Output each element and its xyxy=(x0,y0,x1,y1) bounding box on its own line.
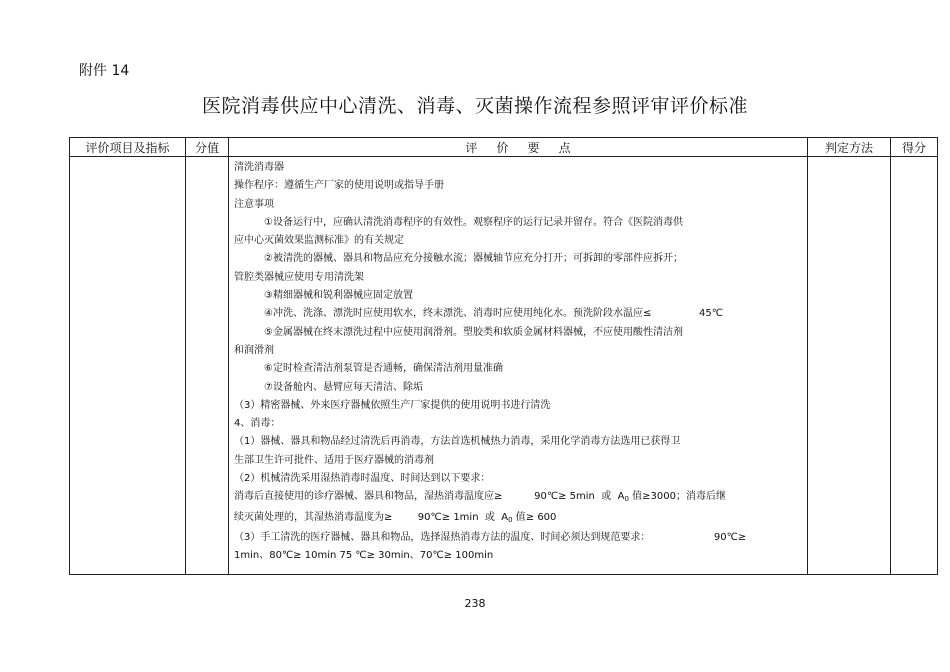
content-line xyxy=(234,470,803,488)
content-line-text: 续灭菌处理的，其湿热消毒温度为≥ 90℃≥ 1min 或 A xyxy=(234,511,509,523)
header-item: 评价项目及指标 xyxy=(70,138,186,157)
content-line-text: 值≥3000；消毒后继 xyxy=(628,491,726,503)
content-line-text: （3）精密器械、外来医疗器械依照生产厂家提供的使用说明书进行清洗 xyxy=(234,399,551,411)
content-line xyxy=(234,433,803,451)
content-line-text: 管腔类器械应使用专用清洗架 xyxy=(234,271,364,283)
content-line-text: 应中心灭菌效果监测标准》的有关规定 xyxy=(234,235,404,247)
content-line xyxy=(234,547,803,565)
cell-item xyxy=(70,157,186,575)
content-line-text: 值≥ 600 xyxy=(512,511,557,523)
content-line-text: （3）手工清洗的医疗器械、器具和物品，选择湿热消毒方法的温度、时间必须达到规范要求： 90℃≥ xyxy=(234,531,747,543)
content-line xyxy=(234,397,803,415)
content-line-text: 和润滑剂 xyxy=(234,344,274,356)
content-line xyxy=(234,214,803,232)
subscript: 0 xyxy=(508,515,513,524)
content-line xyxy=(234,324,803,342)
content-line xyxy=(234,488,803,508)
cell-result xyxy=(891,157,938,575)
content-line xyxy=(234,415,803,433)
content-line xyxy=(234,287,803,305)
content-line-text: 消毒后直接使用的诊疗器械、器具和物品，湿热消毒温度应≥ 90℃≥ 5min 或 A xyxy=(234,491,625,503)
content-line xyxy=(234,250,803,268)
content-line-text: ①设备运行中，应确认清洗消毒程序的有效性。观察程序的运行记录并留存。符合《医院消毒供 xyxy=(264,216,683,228)
content-line xyxy=(234,509,803,529)
content-line-text: 1min、80℃≥ 10min 75 ℃≥ 30min、70℃≥ 100min xyxy=(234,550,494,562)
content-line-text: ②被清洗的器械、器具和物品应充分接触水流；器械轴节应充分打开；可拆卸的零部件应拆开； xyxy=(264,253,683,265)
page-number: 238 xyxy=(464,597,486,610)
content-line-text: ⑦设备舱内、悬臂应每天清洁、除垢 xyxy=(264,381,423,393)
table-row xyxy=(70,157,938,575)
header-points: 评 价 要 点 xyxy=(229,138,808,157)
header-score: 分值 xyxy=(186,138,229,157)
cell-method xyxy=(808,157,891,575)
content-line-text: （2）机械清洗采用湿热消毒时温度、时间达到以下要求： xyxy=(234,473,491,485)
header-method: 判定方法 xyxy=(808,138,891,157)
content-line-text: ⑥定时检查清洁剂泵管是否通畅，确保清洁剂用量准确 xyxy=(264,363,503,375)
content-line xyxy=(234,452,803,470)
content-line-text: 注意事项 xyxy=(234,198,274,210)
cell-score xyxy=(186,157,229,575)
content-line-text: ④冲洗、洗涤、漂洗时应使用软水，终末漂洗、消毒时应使用纯化水。预洗阶段水温应≤ 45℃ xyxy=(264,308,723,320)
content-line-text: 生部卫生许可批件、适用于医疗器械的消毒剂 xyxy=(234,454,434,466)
content-line xyxy=(234,360,803,378)
content-line-text: 清洗消毒器 xyxy=(234,162,284,173)
points-content xyxy=(229,157,807,566)
content-line xyxy=(234,177,803,195)
content-line-text: 4、消毒： xyxy=(234,418,281,430)
content-line xyxy=(234,159,803,177)
content-line xyxy=(234,269,803,287)
content-line xyxy=(234,196,803,214)
attachment-label: 附件 14 xyxy=(79,63,130,79)
content-line-text: （1）器械、器具和物品经过清洗后再消毒，方法首选机械热力消毒，采用化学消毒方法选用已获得卫 xyxy=(234,436,681,448)
subscript: 0 xyxy=(624,495,629,504)
content-line xyxy=(234,529,803,547)
content-line xyxy=(234,379,803,397)
content-line-text: 操作程序：遵循生产厂家的使用说明或指导手册 xyxy=(234,180,444,192)
content-line-text: ⑤金属器械在终末漂洗过程中应使用润滑剂。塑胶类和软质金属材料器械，不应使用酸性清洁剂 xyxy=(264,326,683,338)
table-header-row xyxy=(70,138,938,157)
evaluation-table xyxy=(69,137,938,575)
header-result: 得分 xyxy=(891,138,938,157)
document-title: 医院消毒供应中心清洗、消毒、灭菌操作流程参照评审评价标准 xyxy=(201,95,748,117)
content-line xyxy=(234,232,803,250)
content-line-text: ③精细器械和锐利器械应固定放置 xyxy=(264,290,413,302)
cell-points xyxy=(229,157,808,575)
content-line xyxy=(234,342,803,360)
content-line xyxy=(234,305,803,323)
